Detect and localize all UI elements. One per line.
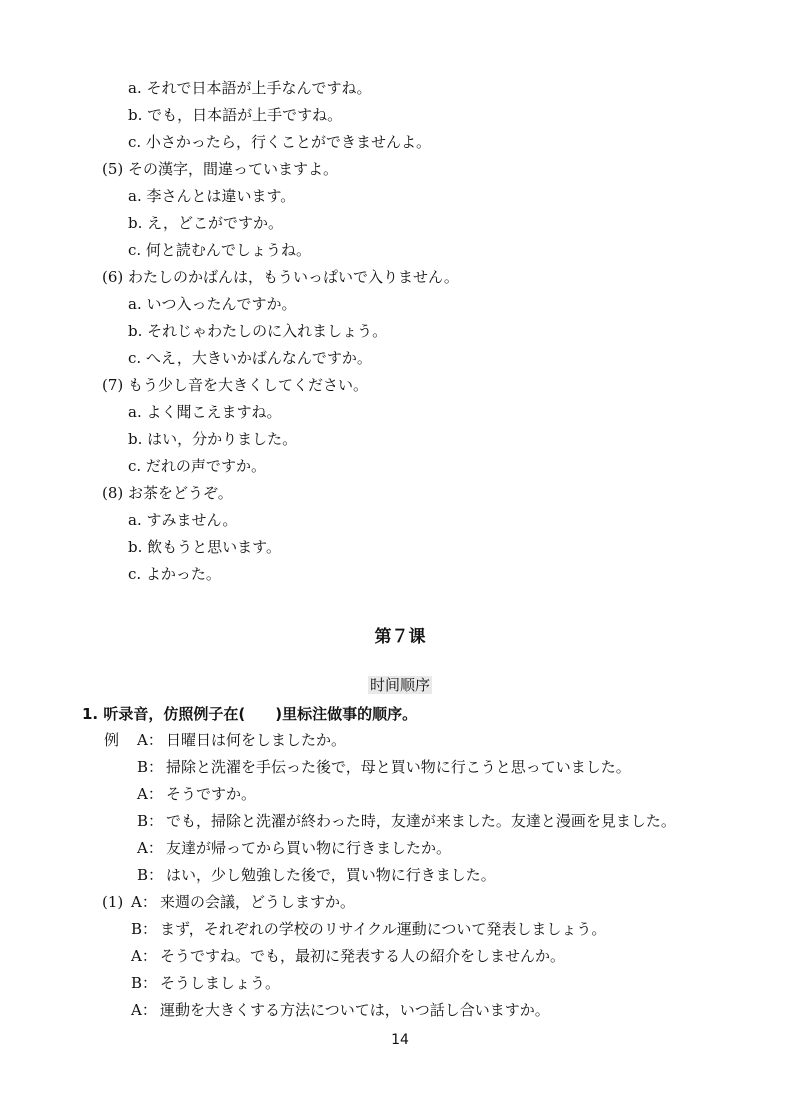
dialogue-line: はい，少し勉強した後で，買い物に行きました。 [166, 866, 496, 884]
dialogue-line: 運動を大きくする方法については，いつ話し合いますか。 [160, 1001, 550, 1019]
lesson-title: 第７课 [374, 627, 426, 647]
speaker-label: A： [137, 839, 163, 857]
dialogue-line: 来週の会議，どうしますか。 [160, 893, 356, 911]
option-line: c. 小さかったら，行くことができませんよ。 [128, 133, 431, 151]
option-line: b. それじゃわたしのに入れましょう。 [128, 322, 388, 340]
speaker-label: A： [137, 785, 163, 803]
option-line: c. だれの声ですか。 [128, 457, 266, 475]
option-line: b. でも，日本語が上手ですね。 [128, 106, 343, 124]
example-label: 例 [104, 731, 120, 749]
dialogue-line: そうですか。 [166, 785, 257, 803]
speaker-label: B： [137, 866, 164, 884]
question-prompt: (8) お茶をどうぞ。 [102, 484, 233, 502]
dialogue-line: 掃除と洗濯を手伝った後で，母と買い物に行こうと思っていました。 [166, 758, 631, 776]
option-line: a. それで日本語が上手なんですね。 [128, 79, 372, 97]
option-line: c. よかった。 [128, 565, 221, 583]
option-line: a. 李さんとは違います。 [128, 187, 296, 205]
section-subtitle [0, 674, 800, 695]
dialogue-line: そうしましょう。 [160, 974, 281, 992]
option-line: b. はい，分かりました。 [128, 430, 298, 448]
dialogue-line: でも，掃除と洗濯が終わった時，友達が来ました。友達と漫画を見ました。 [166, 812, 676, 830]
speaker-label: B： [137, 812, 164, 830]
section-subtitle-text: 时间顺序 [369, 676, 430, 694]
option-line: a. よく聞こえますね。 [128, 403, 282, 421]
option-line: c. へえ，大きいかばんなんですか。 [128, 349, 372, 367]
option-line: b. え，どこがですか。 [128, 214, 284, 232]
speaker-label: B： [131, 920, 158, 938]
dialogue-line: まず，それぞれの学校のリサイクル運動について発表しましょう。 [160, 920, 607, 938]
option-line: a. すみません。 [128, 511, 238, 529]
speaker-label: A： [137, 731, 163, 749]
speaker-label: A： [131, 947, 157, 965]
dialogue-line: 友達が帰ってから買い物に行きましたか。 [166, 839, 452, 857]
option-line: a. いつ入ったんですか。 [128, 295, 297, 313]
question-prompt: (7) もう少し音を大きくしてください。 [102, 376, 369, 394]
option-line: b. 飲もうと思います。 [128, 538, 281, 556]
dialogue-line: 日曜日は何をしましたか。 [166, 731, 347, 749]
dialogue-line: そうですね。でも，最初に発表する人の紹介をしませんか。 [160, 947, 566, 965]
question-prompt: (6) わたしのかばんは，もういっぱいで入りません。 [102, 268, 459, 286]
speaker-label: A： [131, 1001, 157, 1019]
dialogue-number: (1) [102, 893, 124, 911]
question-prompt: (5) その漢字，間違っていますよ。 [102, 160, 339, 178]
speaker-label: B： [131, 974, 158, 992]
speaker-label: A： [131, 893, 157, 911]
option-line: c. 何と読むんでしょうね。 [128, 241, 311, 259]
speaker-label: B： [137, 758, 164, 776]
page-number: 14 [391, 1032, 409, 1048]
exercise-instruction: 1. 听录音，仿照例子在( )里标注做事的顺序。 [82, 705, 418, 723]
